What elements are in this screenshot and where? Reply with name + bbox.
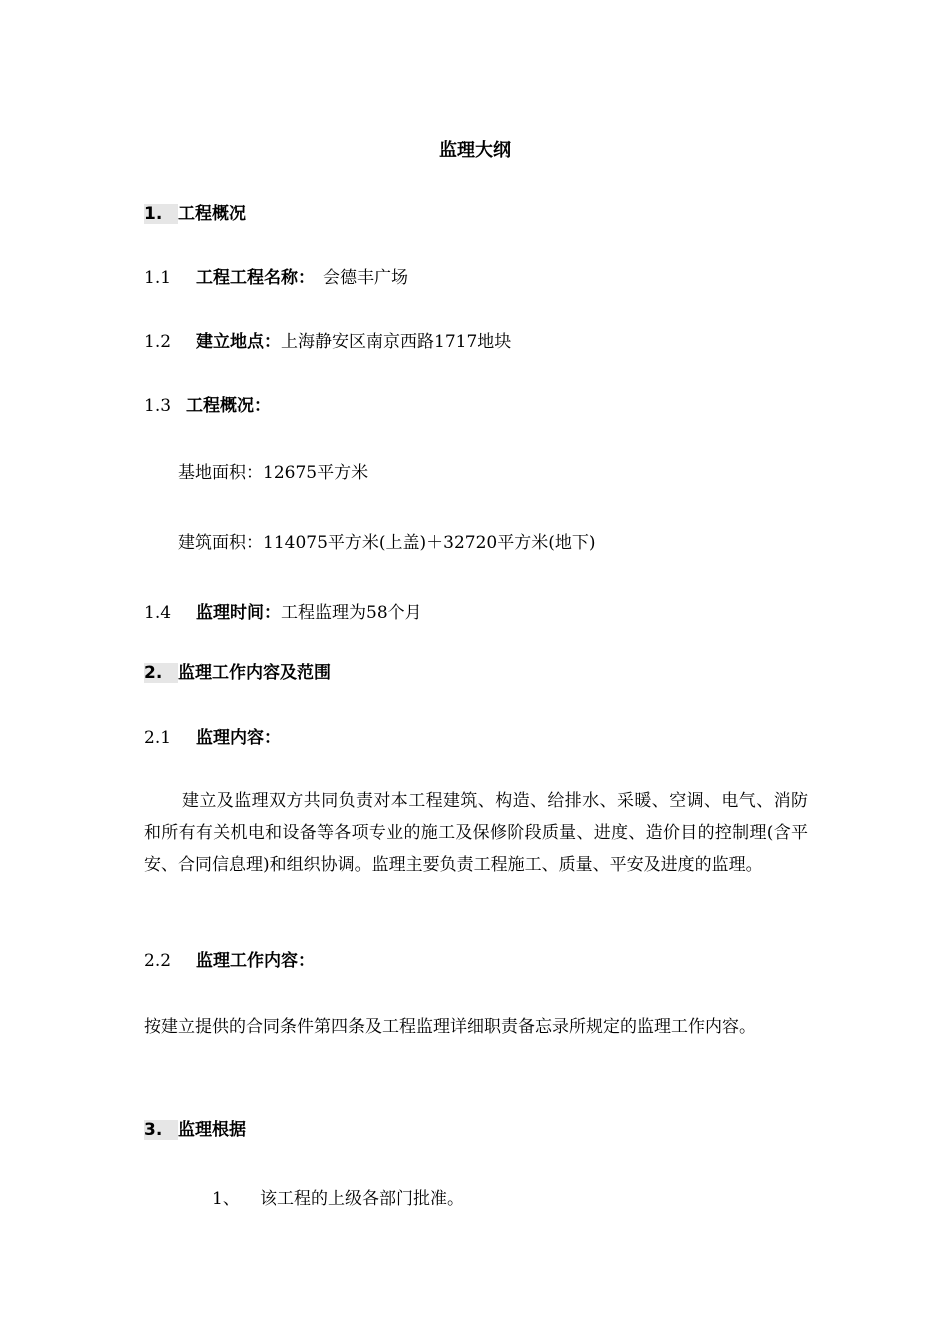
subsection-number: 2.2	[144, 951, 172, 971]
subsection-number: 1.4	[144, 603, 172, 623]
subsection-label: 监理工作内容：	[196, 951, 315, 971]
subsection-label: 监理时间：	[196, 603, 281, 623]
subsection-2-2	[144, 948, 315, 974]
section-heading-1	[144, 201, 246, 227]
site-area-line: 基地面积：12675平方米	[178, 463, 369, 483]
section-number: 1.	[144, 204, 163, 224]
subsection-number: 1.1	[144, 268, 172, 288]
subsection-1-4	[144, 600, 422, 626]
subsection-value: 工程监理为58个月	[281, 603, 422, 623]
section-title: 监理根据	[178, 1120, 246, 1140]
subsection-label: 监理内容：	[196, 728, 281, 748]
subsection-number: 2.1	[144, 728, 172, 748]
document-title: 监理大纲	[439, 140, 511, 161]
subsection-label: 建立地点：	[196, 332, 281, 352]
subsection-label: 工程工程名称：	[196, 268, 315, 288]
list-item	[212, 1186, 464, 1212]
subsection-value: 会德丰广场	[323, 268, 408, 288]
section-heading-2	[144, 660, 331, 686]
section-title: 监理工作内容及范围	[178, 663, 331, 683]
section-number: 2.	[144, 663, 163, 683]
subsection-value: 上海静安区南京西路1717地块	[281, 332, 512, 352]
section-2-1-body: 建立及监理双方共同负责对本工程建筑、构造、给排水、采暖、空调、电气、消防和所有有关机电和设备等各项专业的施工及保修阶段质量、进度、造价目的控制理(含平安、合同信息理)和组织协调。监理主要负责工程施工、质量、平安及进度的监理。	[144, 791, 808, 875]
subsection-1-1	[144, 265, 408, 291]
building-area-line: 建筑面积：114075平方米(上盖)＋32720平方米(地下)	[178, 533, 596, 553]
subsection-1-3	[144, 393, 271, 419]
subsection-number: 1.3	[144, 396, 172, 416]
subsection-2-1	[144, 725, 281, 751]
section-heading-3	[144, 1117, 246, 1143]
subsection-1-2	[144, 329, 511, 355]
list-item-number: 1、	[212, 1189, 240, 1209]
section-title: 工程概况	[178, 204, 246, 224]
section-number: 3.	[144, 1120, 163, 1140]
subsection-label: 工程概况：	[186, 396, 271, 416]
subsection-number: 1.2	[144, 332, 172, 352]
list-item-text: 该工程的上级各部门批准。	[260, 1189, 464, 1209]
section-2-2-body: 按建立提供的合同条件第四条及工程监理详细职责备忘录所规定的监理工作内容。	[144, 1017, 756, 1037]
